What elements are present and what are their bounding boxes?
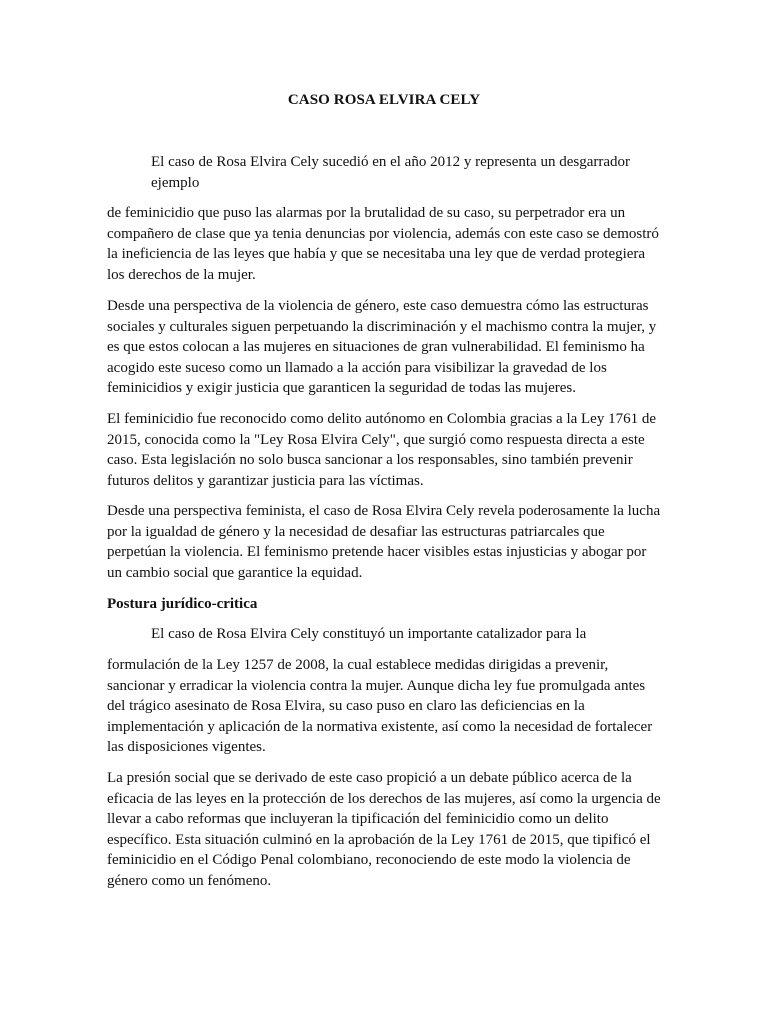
section-paragraph-2: La presión social que se derivado de este caso propició a un debate público acerca de la eficacia de las leyes en la protección de los derechos de las mujeres, así como la urgencia de llevar a cabo reformas que incluyeran la tipificación del feminicidio como un delito específico. Esta situación culminó en la aprobación de la Ley 1761 de 2015, que tipificó el feminicidio en el Código Penal colombiano, reconociendo de este modo la violencia de género como un fenómeno.: [107, 770, 661, 889]
paragraph-2: Desde una perspectiva de la violencia de género, este caso demuestra cómo las estructuras sociales y culturales siguen perpetuando la discriminación y el machismo contra la mujer, y es que estos colocan a las mujeres en situaciones de gran vulnerabilidad. El feminismo ha acogido este suceso como un llamado a la acción para visibilizar la gravedad de los feminicidios y exigir justicia que garanticen la seguridad de todas las mujeres.: [107, 298, 657, 397]
paragraph-4: Desde una perspectiva feminista, el caso de Rosa Elvira Cely revela poderosamente la lucha por la igualdad de género y la necesidad de desafiar las estructuras patriarcales que perpetúan la violencia. El feminismo pretende hacer visibles estas injusticias y abogar por un cambio social que garantice la equidad.: [107, 503, 661, 581]
intro-indented-paragraph: El caso de Rosa Elvira Cely sucedió en el año 2012 y representa un desgarrador ejemplo: [151, 154, 631, 191]
section-heading: Postura jurídico-critica: [107, 596, 258, 612]
section-indented-paragraph: El caso de Rosa Elvira Cely constituyó un importante catalizador para la: [151, 626, 587, 642]
paragraph-3: El feminicidio fue reconocido como delito autónomo en Colombia gracias a la Ley 1761 de 2015, conocida como la "Ley Rosa Elvira Cely", que surgió como respuesta directa a este caso. Esta legislación no solo busca sancionar a los responsables, sino también prevenir futuros delitos y garantizar justicia para las víctimas.: [107, 411, 657, 489]
document-title: CASO ROSA ELVIRA CELY: [287, 92, 481, 108]
section-paragraph-1: formulación de la Ley 1257 de 2008, la cual establece medidas dirigidas a prevenir, sancionar y erradicar la violencia contra la mujer. Aunque dicha ley fue promulgada antes del trágico asesinato de Rosa Elvira, su caso puso en claro las deficiencias en la implementación y aplicación de la normativa existente, así como la necesidad de fortalecer las disposiciones vigentes.: [107, 657, 653, 756]
paragraph-1: de feminicidio que puso las alarmas por la brutalidad de su caso, su perpetrador era un compañero de clase que ya tenia denuncias por violencia, además con este caso se demostró la ineficiencia de las leyes que había y que se necesitaba una ley que de verdad protegiera los derechos de la mujer.: [107, 205, 659, 283]
